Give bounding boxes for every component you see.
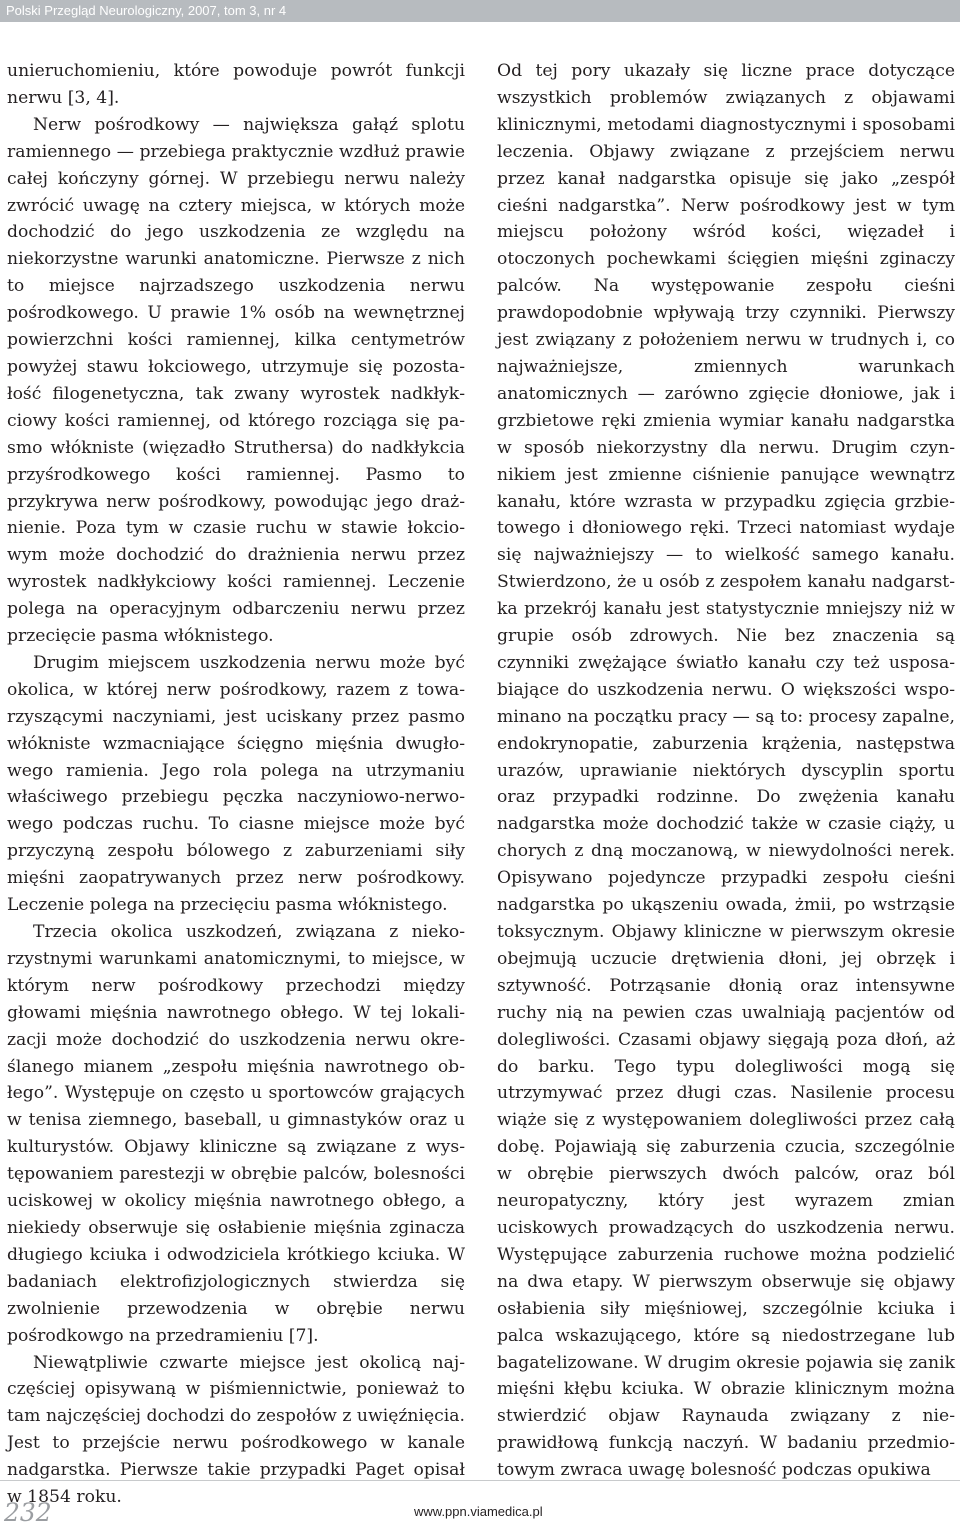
paragraph-carpal-tunnel: Od tej pory ukazały się liczne prace dotyczące wszystkich problemów związanych z objawami klinicznymi, metodami diagnostycznymi i sposobami leczenia. Objawy związane z przejściem nerwu przez kanał nadgarstka opisuje się jako „zespół cieśni nadgarstka”. Nerw pośrodkowy jest w tym miejscu położony wśród kości, więzadeł i otoczonych pochewkami ścięgien mięśni zginaczy palców. Na występowanie zespołu cieśni prawdopodobnie wpływają trzy czynniki. Pierwszy jest związany z położeniem nerwu w trudnych i, co najważniejsze, zmiennych warunkach anatomicznych — zarówno zgięcie dłoniowe, jak i grzbietowe ręki zmienia wymiar kanału nadgarstka w sposób niekorzystny dla nerwu. Drugim czynnikiem jest zmienne ciśnienie panujące wewnątrz kanału, które wzrasta w przypadku zgięcia grzbietowego i dłoniowego ręki. Trzeci natomiast wydaje się najważniejszy — to wielkość samego kanału. Stwierdzono, że u osób z zespołem kanału nadgarstka przekrój kanału jest statystycznie mniejszy niż w grupie osób zdrowych. Nie bez znaczenia są czynniki zwężające światło kanału czy też usposabiające do uszkodzenia nerwu. O większości wspominano na początku pracy — są to: procesy zapalne, endokrynopatie, zaburzenia krążenia, następstwa urazów, uprawianie niektórych dyscyplin sportu oraz przypadki rodzinne. Do zwężenia kanału nadgarstka może dochodzić także w czasie ciąży, u chorych z dną moczanową, w niewydolności nerek. Opisywano pojedyncze przypadki zespołu cieśni nadgarstka po ukąszeniu owada, żmii, po wstrząsie toksycznym. Objawy kliniczne w pierwszym okresie obejmują uczucie drętwienia dłoni, jej obrzęk i sztywność. Potrząsanie dłonią oraz intensywne ruchy nią na pewien czas uwalniają pacjentów od dolegliwości. Czasami objawy sięgają poza dłoń, aż do barku. Tego typu dolegliwości mogą się utrzymywać przez długi czas. Nasilenie procesu wiąże się z występowaniem dolegliwości przez całą dobę. Pojawiają się zaburzenia czucia, szczególnie w obrębie pierwszych dwóch palców, oraz ból neuropatyczny, który jest wyrazem zmian uciskowych prowadzących do uszkodzenia nerwu. Występujące zaburzenia ruchowe można podzielić na dwa etapy. W pierwszym obserwuje się objawy osłabienia siły mięśniowej, szczególnie kciuka i palca wskazującego, które są niedostrzegane lub bagatelizowane. W drugim okresie pojawia się zanik mięśni kłębu kciuka. W obrazie klinicznym można stwierdzić objaw Raynauda związany z nieprawidłową funkcją naczyń. W badaniu przedmiotowym zwraca uwagę bolesność podczas opukiwa xyxy=(497,61,955,1481)
page-number: 232 xyxy=(4,1498,52,1527)
publisher-url: www.ppn.viamedica.pl xyxy=(414,1504,543,1519)
paragraph-median-nerve-course: Nerw pośrodkowy — największa gałąź splotu ramiennego — przebiega praktycznie wzdłuż prawie całej kończyny górnej. W przebiegu nerwu należy zwrócić uwagę na cztery miejsca, w których może dochodzić do jego uszkodzenia ze względu na niekorzystne warunki anatomiczne. Pierwsze z nich to miejsce najrzadszego uszkodzenia nerwu pośrodkowego. U prawie 1% osób na wewnętrznej powierzchni kości ramiennej, kilka centymetrów powyżej stawu łokciowego, utrzymuje się pozostałość filogenetyczna, tak zwany wyrostek nadkłykciowy kości ramiennej, od którego rozciąga się pasmo włókniste (więzadło Struthersa) do nadkłykcia przyśrodkowego kości ramiennej. Pasmo to przykrywa nerw pośrodkowy, powodując jego drażnienie. Poza tym w czasie ruchu w stawie łokciowym może dochodzić do drażnienia nerwu przez wyrostek nadkłykciowy kości ramiennej. Leczenie polega na operacyjnym odbarczeniu nerwu przez przecięcie pasma włóknistego. xyxy=(7,114,465,647)
paragraph-third-site: Trzecia okolica uszkodzeń, związana z niekorzystnymi warunkami anatomicznymi, to miejsce, w którym nerw pośrodkowy przechodzi między głowami mięśnia nawrotnego obłego. W tej lokalizacji może dochodzić do uszkodzenia nerwu określanego mianem „zespołu mięśnia nawrotnego obłego”. Występuje on często u sportowców grających w tenisa ziemnego, baseball, u gimnastyków oraz u kulturystów. Objawy kliniczne są związane z występowaniem parestezji w obrębie palców, bolesności uciskowej w okolicy mięśnia nawrotnego obłego, a niekiedy obserwuje się osłabienie mięśnia zginacza długiego kciuka i odwodziciela krótkiego kciuka. W badaniach elektrofizjologicznych stwierdza się zwolnienie przewodzenia w obrębie nerwu pośrodkowgo na przedramieniu [7]. xyxy=(7,922,465,1346)
paragraph-second-site: Drugim miejscem uszkodzenia nerwu może być okolica, w której nerw pośrodkowy, razem z towarzyszącymi naczyniami, jest uciskany przez pasmo włókniste wzmacniające ścięgno mięśnia dwugłowego ramienia. Jego rola polega na utrzymaniu właściwego przebiegu pęczka naczyniowo-nerwowego podczas ruchu. To ciasne miejsce może być przyczyną zespołu bólowego z zaburzeniami siły mięśni zaopatrywanych przez nerw pośrodkowy. Leczenie polega na przecięciu pasma włóknistego. xyxy=(7,652,465,916)
paragraph-continued: unieruchomieniu, które powoduje powrót funkcji nerwu [3, 4]. xyxy=(7,61,465,108)
running-header-bar xyxy=(0,0,960,22)
footer-divider xyxy=(0,1480,960,1481)
right-text-column xyxy=(497,58,955,1484)
journal-title: Polski Przegląd Neurologiczny, 2007, tom 3, nr 4 xyxy=(6,3,287,18)
left-text-column xyxy=(7,58,465,1511)
paragraph-fourth-site: Niewątpliwie czwarte miejsce jest okolicą najczęściej opisywaną w piśmiennictwie, ponieważ to tam najczęściej dochodzi do zespołów z uwięźnięcia. Jest to przejście nerwu pośrodkowego w kanale nadgarstka. Pierwsze takie przypadki Paget opisał w 1854 roku. xyxy=(7,1352,465,1508)
